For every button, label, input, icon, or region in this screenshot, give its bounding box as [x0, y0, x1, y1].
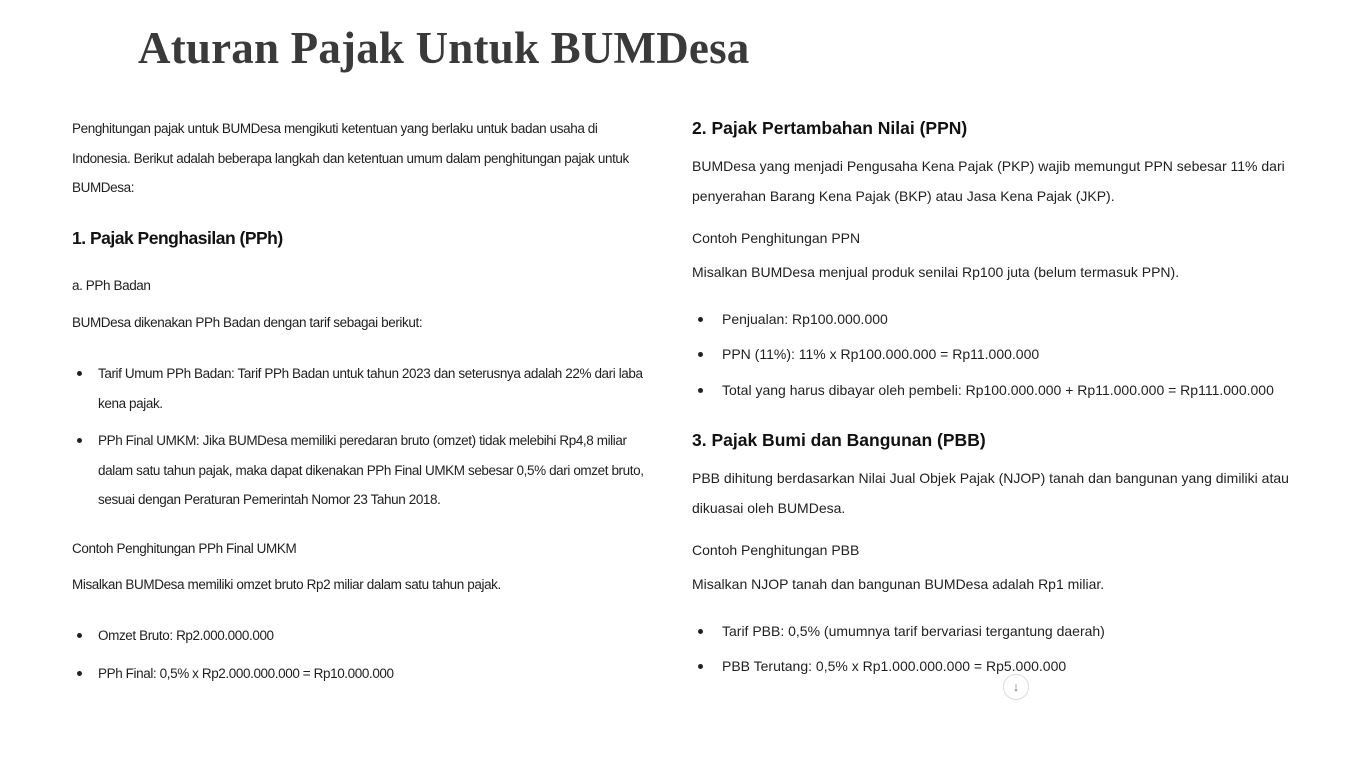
pbb-example-title: Contoh Penghitungan PBB [692, 542, 860, 558]
list-item [72, 359, 648, 418]
list-item-text: Omzet Bruto: Rp2.000.000.000 [98, 628, 274, 643]
list-item-text: Tarif Umum PPh Badan: Tarif PPh Badan untuk tahun 2023 dan seterusnya adalah 22% dari laba kena pajak. [98, 366, 643, 411]
intro-paragraph: Penghitungan pajak untuk BUMDesa mengikuti ketentuan yang berlaku untuk badan usaha di Indonesia. Berikut adalah beberapa langkah dan ketentuan umum dalam penghitungan pajak untuk BUMDesa: [72, 121, 629, 195]
list-item [72, 426, 658, 515]
pph-subheading: a. PPh Badan [72, 278, 151, 293]
list-item-text: Penjualan: Rp100.000.000 [722, 311, 888, 327]
example-description: Misalkan BUMDesa memiliki omzet bruto Rp2 miliar dalam satu tahun pajak. [72, 577, 501, 592]
bullet-icon [698, 388, 703, 393]
bullet-icon [698, 352, 703, 357]
list-item-text: Tarif PBB: 0,5% (umumnya tarif bervariasi tergantung daerah) [722, 623, 1105, 639]
pph-heading: 1. Pajak Penghasilan (PPh) [72, 228, 283, 248]
list-item [692, 376, 1362, 406]
ppn-heading: 2. Pajak Pertambahan Nilai (PPN) [692, 118, 968, 138]
list-item [692, 652, 1362, 682]
list-item [692, 305, 1362, 335]
pbb-description: PBB dihitung berdasarkan Nilai Jual Objek Pajak (NJOP) tanah dan bangunan yang dimiliki atau dikuasai oleh BUMDesa. [692, 470, 1289, 516]
ppn-description: BUMDesa yang menjadi Pengusaha Kena Pajak (PKP) wajib memungut PPN sebesar 11% dari penyerahan Barang Kena Pajak (BKP) atau Jasa Kena Pajak (JKP). [692, 158, 1285, 204]
list-item-text: PPN (11%): 11% x Rp100.000.000 = Rp11.000.000 [722, 346, 1040, 362]
bullet-icon [77, 671, 82, 676]
pph-description: BUMDesa dikenakan PPh Badan dengan tarif sebagai berikut: [72, 315, 423, 330]
pbb-example-description: Misalkan NJOP tanah dan bangunan BUMDesa adalah Rp1 miliar. [692, 576, 1105, 592]
bullet-icon [77, 633, 82, 638]
bullet-icon [698, 629, 703, 634]
list-item [72, 621, 648, 651]
list-item [692, 617, 1362, 647]
list-item [72, 659, 648, 689]
scroll-down-icon[interactable]: ↓ [1003, 674, 1029, 700]
page-title: Aturan Pajak Untuk BUMDesa [138, 23, 750, 73]
bullet-icon [698, 664, 703, 669]
ppn-example-description: Misalkan BUMDesa menjual produk senilai Rp100 juta (belum termasuk PPN). [692, 264, 1180, 280]
bullet-icon [77, 371, 82, 376]
bullet-icon [698, 317, 703, 322]
list-item-text: PPh Final UMKM: Jika BUMDesa memiliki peredaran bruto (omzet) tidak melebihi Rp4,8 miliar dalam satu tahun pajak, maka dapat dikenakan PPh Final UMKM sebesar 0,5% dari omzet bruto, sesuai dengan Peraturan Pemerintah Nomor 23 Tahun 2018. [98, 433, 644, 507]
ppn-example-title: Contoh Penghitungan PPN [692, 230, 861, 246]
list-item-text: PBB Terutang: 0,5% x Rp1.000.000.000 = Rp5.000.000 [722, 658, 1067, 674]
example-title: Contoh Penghitungan PPh Final UMKM [72, 541, 297, 556]
list-item-text: Total yang harus dibayar oleh pembeli: Rp100.000.000 + Rp11.000.000 = Rp111.000.000 [722, 382, 1274, 398]
pbb-heading: 3. Pajak Bumi dan Bangunan (PBB) [692, 430, 986, 450]
list-item [692, 340, 1362, 370]
list-item-text: PPh Final: 0,5% x Rp2.000.000.000 = Rp10.000.000 [98, 666, 394, 681]
bullet-icon [77, 438, 82, 443]
